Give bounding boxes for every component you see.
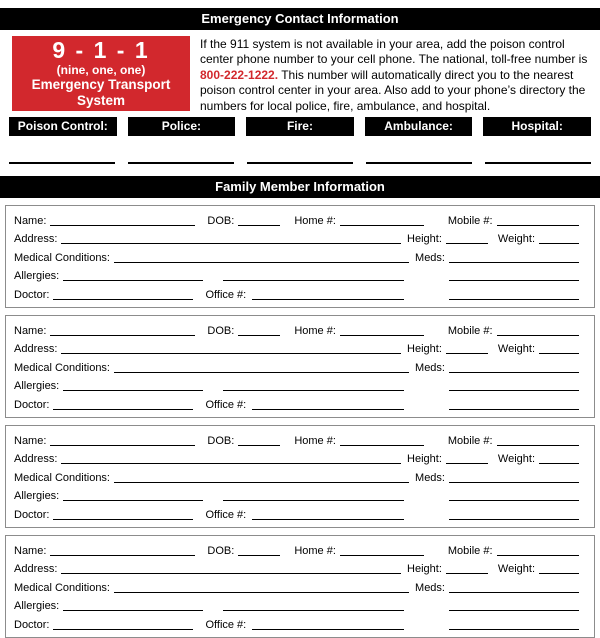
- dob-write-line: [238, 445, 280, 446]
- medical-conditions-label: Medical Conditions:: [14, 471, 110, 484]
- name-write-line: [50, 335, 195, 336]
- home-phone-write-line: [340, 225, 424, 226]
- meds-write-line: [449, 592, 579, 593]
- medical-conditions-write-line: [114, 372, 409, 373]
- emergency-contacts-write-lines: [9, 162, 591, 164]
- family-member-box: [5, 425, 595, 528]
- dob-label: DOB:: [207, 214, 235, 227]
- allergies-write-line: [63, 390, 203, 391]
- home-phone-label: Home #:: [294, 324, 336, 337]
- meds-write-line: [449, 372, 579, 373]
- dob-label: DOB:: [207, 434, 235, 447]
- weight-write-line: [539, 353, 579, 354]
- mobile-phone-label: Mobile #:: [447, 544, 493, 557]
- doctor-write-line: [53, 409, 193, 410]
- address-write-line: [61, 243, 401, 244]
- mobile-phone-label: Mobile #:: [447, 214, 493, 227]
- height-label: Height:: [407, 563, 442, 576]
- office-phone-label: Office #:: [205, 289, 247, 301]
- height-write-line: [446, 353, 488, 354]
- allergies-label: Allergies:: [14, 490, 60, 503]
- 911-panel: [12, 36, 190, 111]
- member-row-doctor: [14, 394, 579, 413]
- member-row-allergies: [14, 376, 579, 395]
- allergies-continuation-line: [223, 610, 404, 611]
- ambulance-label-bar: Ambulance:: [365, 117, 473, 136]
- fire-write-line: [247, 162, 353, 164]
- allergies-write-line: [63, 500, 203, 501]
- medical-conditions-label: Medical Conditions:: [14, 581, 110, 594]
- address-write-line: [61, 353, 401, 354]
- member-row-medical: [14, 357, 579, 376]
- name-label: Name:: [14, 434, 47, 447]
- address-write-line: [61, 463, 401, 464]
- meds-continuation-line-2: [449, 629, 579, 630]
- address-label: Address:: [14, 343, 58, 356]
- police-label-bar: Police:: [128, 117, 236, 136]
- height-label: Height:: [407, 233, 442, 246]
- member-row-allergies: [14, 486, 579, 505]
- medical-conditions-write-line: [114, 262, 409, 263]
- meds-label: Meds:: [415, 471, 445, 484]
- allergies-continuation-line: [223, 280, 404, 281]
- meds-label: Meds:: [415, 251, 445, 264]
- meds-continuation-line-2: [449, 299, 579, 300]
- family-section-title: Family Member Information: [0, 176, 600, 198]
- name-write-line: [50, 225, 195, 226]
- member-row-identity: [14, 540, 579, 559]
- height-write-line: [446, 243, 488, 244]
- height-write-line: [446, 463, 488, 464]
- family-member-box: [5, 315, 595, 418]
- dob-label: DOB:: [207, 324, 235, 337]
- member-row-identity: [14, 320, 579, 339]
- mobile-phone-label: Mobile #:: [447, 434, 493, 447]
- name-label: Name:: [14, 324, 47, 337]
- medical-conditions-write-line: [114, 592, 409, 593]
- meds-label: Meds:: [415, 361, 445, 374]
- name-label: Name:: [14, 214, 47, 227]
- member-row-medical: [14, 247, 579, 266]
- family-member-list: [0, 205, 600, 638]
- member-row-address: [14, 339, 579, 358]
- weight-label: Weight:: [497, 563, 535, 576]
- member-row-allergies: [14, 596, 579, 615]
- allergies-write-line: [63, 280, 203, 281]
- meds-label: Meds:: [415, 581, 445, 594]
- allergies-label: Allergies:: [14, 600, 60, 613]
- weight-label: Weight:: [497, 453, 535, 466]
- 911-phonetic: (nine, one, one): [56, 63, 146, 77]
- 911-number: 9 - 1 - 1: [52, 37, 150, 63]
- home-phone-write-line: [340, 445, 424, 446]
- meds-continuation-line-1: [449, 500, 579, 501]
- meds-continuation-line-1: [449, 280, 579, 281]
- allergies-write-line: [63, 610, 203, 611]
- dob-write-line: [238, 225, 280, 226]
- meds-continuation-line-1: [449, 610, 579, 611]
- allergies-label: Allergies:: [14, 270, 60, 283]
- member-row-address: [14, 559, 579, 578]
- member-row-doctor: [14, 504, 579, 523]
- member-row-identity: [14, 430, 579, 449]
- mobile-phone-label: Mobile #:: [447, 324, 493, 337]
- doctor-label: Doctor:: [14, 289, 50, 301]
- home-phone-write-line: [340, 335, 424, 336]
- height-write-line: [446, 573, 488, 574]
- allergies-continuation-line: [223, 500, 404, 501]
- emergency-info-section: [12, 36, 588, 114]
- mobile-phone-write-line: [497, 225, 579, 226]
- police-write-line: [128, 162, 234, 164]
- address-label: Address:: [14, 563, 58, 576]
- medical-conditions-write-line: [114, 482, 409, 483]
- name-write-line: [50, 555, 195, 556]
- mobile-phone-write-line: [497, 445, 579, 446]
- emergency-contacts-bar-row: [9, 117, 591, 136]
- office-phone-write-line: [252, 519, 404, 520]
- home-phone-label: Home #:: [294, 434, 336, 447]
- page-title: Emergency Contact Information: [0, 8, 600, 30]
- member-row-doctor: [14, 614, 579, 633]
- doctor-label: Doctor:: [14, 619, 50, 631]
- member-row-identity: [14, 210, 579, 229]
- medical-conditions-label: Medical Conditions:: [14, 251, 110, 264]
- hospital-label-bar: Hospital:: [483, 117, 591, 136]
- office-phone-label: Office #:: [205, 619, 247, 631]
- address-label: Address:: [14, 453, 58, 466]
- instructions-text-after: This number will automatically direct you to the nearest poison control center in your area. Also add to your phone’s directory the numbers for local police, fire, ambulance, and hospital.: [200, 67, 586, 113]
- mobile-phone-write-line: [497, 335, 579, 336]
- member-row-address: [14, 449, 579, 468]
- allergies-continuation-line: [223, 390, 404, 391]
- address-write-line: [61, 573, 401, 574]
- member-row-allergies: [14, 266, 579, 285]
- meds-continuation-line-2: [449, 519, 579, 520]
- office-phone-write-line: [252, 409, 404, 410]
- doctor-label: Doctor:: [14, 509, 50, 521]
- member-row-address: [14, 229, 579, 248]
- mobile-phone-write-line: [497, 555, 579, 556]
- poison-control-instructions: [200, 36, 588, 114]
- dob-write-line: [238, 555, 280, 556]
- home-phone-label: Home #:: [294, 544, 336, 557]
- poison-control-label-bar: Poison Control:: [9, 117, 117, 136]
- member-row-medical: [14, 577, 579, 596]
- weight-label: Weight:: [497, 343, 535, 356]
- hospital-write-line: [485, 162, 591, 164]
- meds-continuation-line-1: [449, 390, 579, 391]
- dob-label: DOB:: [207, 544, 235, 557]
- doctor-write-line: [53, 519, 193, 520]
- family-member-box: [5, 205, 595, 308]
- member-row-medical: [14, 467, 579, 486]
- weight-write-line: [539, 573, 579, 574]
- 911-caption: Emergency Transport System: [31, 77, 171, 108]
- weight-write-line: [539, 243, 579, 244]
- meds-write-line: [449, 482, 579, 483]
- doctor-label: Doctor:: [14, 399, 50, 411]
- poison-control-write-line: [9, 162, 115, 164]
- office-phone-write-line: [252, 299, 404, 300]
- doctor-write-line: [53, 629, 193, 630]
- weight-label: Weight:: [497, 233, 535, 246]
- office-phone-label: Office #:: [205, 509, 247, 521]
- address-label: Address:: [14, 233, 58, 246]
- name-write-line: [50, 445, 195, 446]
- dob-write-line: [238, 335, 280, 336]
- office-phone-write-line: [252, 629, 404, 630]
- home-phone-write-line: [340, 555, 424, 556]
- meds-continuation-line-2: [449, 409, 579, 410]
- instructions-text-before: If the 911 system is not available in your area, add the poison control center phone number to your cell phone. The national, toll-free number is: [200, 37, 588, 67]
- height-label: Height:: [407, 343, 442, 356]
- medical-conditions-label: Medical Conditions:: [14, 361, 110, 374]
- office-phone-label: Office #:: [205, 399, 247, 411]
- doctor-write-line: [53, 299, 193, 300]
- home-phone-label: Home #:: [294, 214, 336, 227]
- poison-control-phone-number: 800-222-1222.: [200, 67, 279, 82]
- allergies-label: Allergies:: [14, 380, 60, 393]
- name-label: Name:: [14, 544, 47, 557]
- weight-write-line: [539, 463, 579, 464]
- height-label: Height:: [407, 453, 442, 466]
- fire-label-bar: Fire:: [246, 117, 354, 136]
- member-row-doctor: [14, 284, 579, 303]
- meds-write-line: [449, 262, 579, 263]
- ambulance-write-line: [366, 162, 472, 164]
